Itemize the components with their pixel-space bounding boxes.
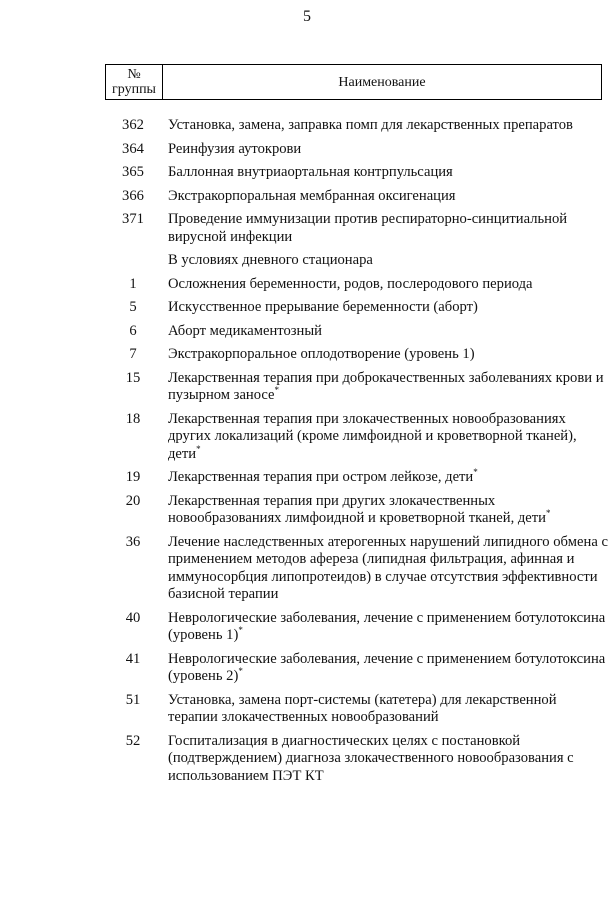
footnote-asterisk: * — [238, 625, 243, 635]
header-group-number: № группы — [106, 65, 163, 100]
group-number: 41 — [125, 650, 141, 667]
group-name: Лекарственная терапия при злокачественных новообразованиях других локализаций (кроме лимфоидной и кроветворной тканей), дети — [168, 410, 577, 462]
group-name-cell — [161, 346, 610, 364]
group-name: Баллонная внутриаортальная контрпульсация — [168, 164, 453, 180]
group-number — [105, 252, 161, 270]
group-number: 18 — [125, 410, 141, 427]
group-name: Лечение наследственных атерогенных нарушений липидного обмена с применением методов афереза (липидная фильтрация, афинная и иммуносорбция липопротеидов) в случае отсутствия эффективности базисной терапии — [168, 533, 608, 602]
group-number: 7 — [129, 346, 137, 362]
page-number: 5 — [303, 8, 311, 25]
group-number: 5 — [129, 299, 137, 315]
group-number: 40 — [125, 609, 141, 626]
table-row — [105, 534, 610, 604]
group-name-cell — [161, 733, 610, 786]
group-number: 15 — [125, 369, 141, 386]
group-name-cell — [161, 117, 610, 135]
group-number: 19 — [125, 469, 141, 485]
footnote-asterisk: * — [274, 385, 280, 395]
group-name: Экстракорпоральная мембранная оксигенация — [168, 187, 456, 204]
table-row — [105, 141, 610, 159]
group-name-cell — [161, 370, 610, 405]
header-name: Наименование — [163, 65, 602, 100]
table-row — [105, 346, 610, 364]
table-row — [105, 651, 610, 686]
group-number: 36 — [125, 533, 141, 550]
table-row — [105, 692, 610, 727]
group-name-cell — [161, 276, 610, 294]
group-name-cell — [161, 299, 610, 317]
table-row — [105, 211, 610, 246]
table-row — [105, 610, 610, 645]
group-number: 52 — [125, 732, 141, 749]
group-name-cell — [161, 164, 610, 182]
table-header — [105, 64, 602, 100]
group-number: 365 — [122, 164, 144, 180]
group-name-cell — [161, 411, 610, 464]
group-name-cell — [161, 188, 610, 206]
group-name: Неврологические заболевания, лечение с применением ботулотоксина (уровень 1) — [168, 609, 606, 643]
group-number: 364 — [122, 140, 144, 157]
group-name-cell — [161, 493, 610, 528]
table-row — [105, 252, 610, 270]
table-body — [105, 117, 610, 791]
group-name-cell — [161, 534, 610, 604]
table-row — [105, 188, 610, 206]
group-name: Искусственное прерывание беременности (аборт) — [168, 299, 478, 315]
table-row — [105, 411, 610, 464]
footnote-asterisk: * — [196, 443, 201, 454]
table-row — [105, 117, 610, 135]
table-row — [105, 299, 610, 317]
group-name: Лекарственная терапия при остром лейкозе, дети — [168, 469, 474, 485]
group-name: Лекарственная терапия при доброкачественных заболеваниях крови и пузырном заносе — [168, 369, 604, 403]
group-name: Лекарственная терапия при других злокачественных новообразованиях лимфоидной и кроветворной тканей, дети — [168, 492, 546, 526]
group-name: Осложнения беременности, родов, послеродового периода — [168, 275, 533, 292]
group-name-cell — [161, 651, 610, 686]
group-name: Госпитализация в диагностических целях с постановкой (подтверждением) диагноза злокачественного новообразования с использованием ПЭТ КТ — [168, 732, 574, 784]
group-number: 366 — [122, 187, 144, 204]
footnote-asterisk: * — [545, 508, 551, 518]
group-name: В условиях дневного стационара — [168, 252, 373, 268]
group-number: 371 — [122, 211, 144, 227]
group-name-cell — [161, 211, 610, 246]
table-row — [105, 276, 610, 294]
group-name-cell — [161, 252, 610, 270]
table-row — [105, 370, 610, 405]
group-number: 20 — [125, 492, 141, 509]
group-name: Установка, замена, заправка помп для лекарственных препаратов — [168, 117, 573, 133]
group-name: Экстракорпоральное оплодотворение (уровень 1) — [168, 346, 475, 362]
table-row — [105, 323, 610, 341]
table-row — [105, 164, 610, 182]
group-name: Проведение иммунизации против респираторно-синцитиальной вирусной инфекции — [168, 211, 568, 245]
group-number: 6 — [129, 322, 137, 339]
footnote-asterisk: * — [473, 467, 478, 477]
group-name: Реинфузия аутокрови — [168, 140, 302, 157]
group-name-cell — [161, 610, 610, 645]
group-number: 362 — [122, 117, 144, 133]
group-name-cell — [161, 323, 610, 341]
footnote-asterisk: * — [238, 666, 243, 676]
group-name: Аборт медикаментозный — [168, 322, 322, 339]
group-name-cell — [161, 469, 610, 487]
table-row — [105, 733, 610, 786]
group-number: 1 — [129, 275, 137, 292]
group-name-cell — [161, 141, 610, 159]
group-number: 51 — [125, 691, 141, 708]
table-row — [105, 469, 610, 487]
table-row — [105, 493, 610, 528]
group-name: Неврологические заболевания, лечение с применением ботулотоксина (уровень 2) — [168, 650, 606, 684]
group-name-cell — [161, 692, 610, 727]
group-name: Установка, замена порт-системы (катетера) для лекарственной терапии злокачественных новообразований — [168, 691, 557, 725]
